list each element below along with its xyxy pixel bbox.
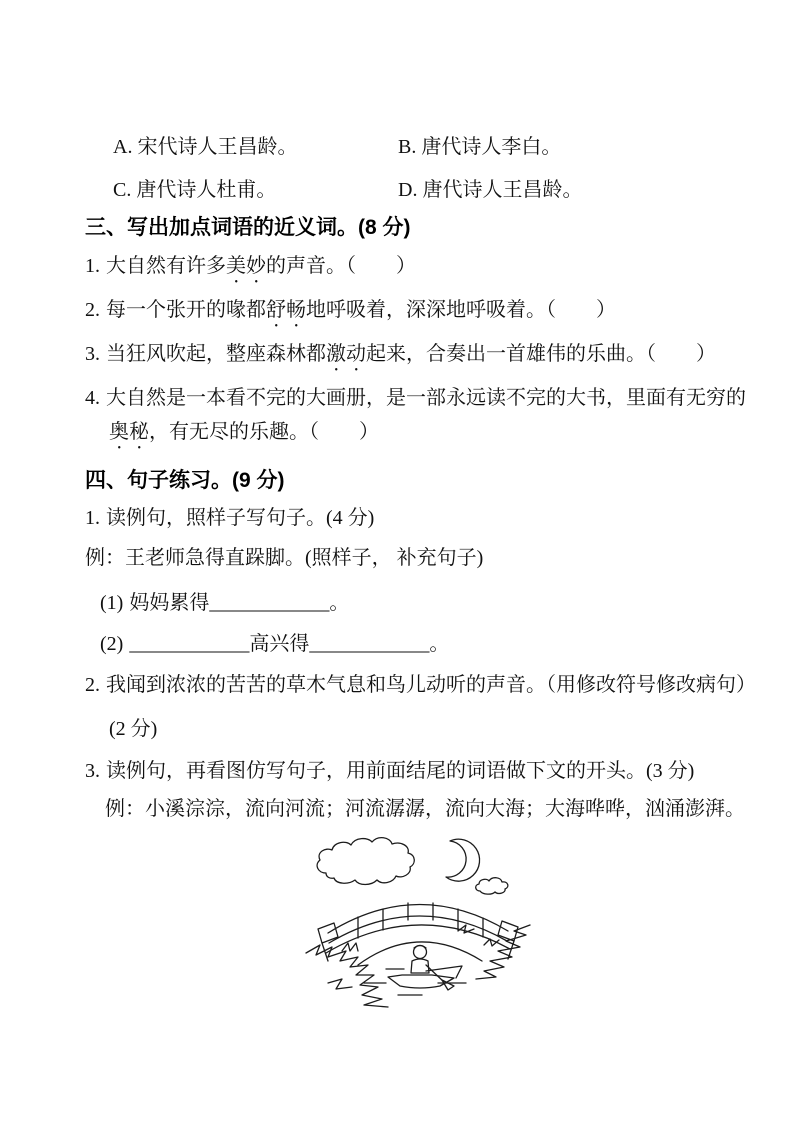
item-number: 1. — [85, 255, 100, 277]
sub-item-label: (1) — [100, 592, 124, 614]
item-text: 每一个张开的喙都 — [106, 299, 266, 321]
item-text: 起来，合奏出一首雄伟的乐曲。 — [366, 343, 646, 365]
option-a: A. 宋代诗人王昌龄。 — [113, 136, 298, 158]
item-text: 当狂风吹起，整座森林都 — [106, 343, 326, 365]
item-number: 3. — [85, 760, 100, 782]
item-text: 高兴得 — [249, 633, 310, 655]
bridge-scene-drawing — [298, 833, 538, 1013]
item-text: 。 — [329, 592, 350, 614]
answer-parentheses: （ ） — [346, 255, 416, 277]
answer-parentheses: （ ） — [309, 421, 379, 443]
option-c: C. 唐代诗人杜甫。 — [113, 179, 277, 201]
answer-parentheses: （ ） — [646, 343, 716, 365]
item-text: 地呼吸着，深深地呼吸着。 — [306, 299, 546, 321]
section3-heading: 三、写出加点词语的近义词。(8 分) — [85, 216, 411, 239]
section4-q1-sub2 — [100, 631, 449, 657]
answer-parentheses: （ ） — [546, 299, 616, 321]
section4-q3-example: 例：小溪淙淙，流向河流；河流潺潺，流向大海；大海哗哗，汹涌澎湃。 — [105, 798, 745, 820]
section4-q2 — [85, 672, 756, 698]
item-text: 读例句，再看图仿写句子，用前面结尾的词语做下文的开头。(3 分) — [106, 760, 695, 782]
right-bushes — [458, 925, 530, 979]
item-text: 妈妈累得 — [129, 592, 210, 614]
item-text-continuation — [109, 415, 777, 454]
arched-bridge — [318, 903, 518, 965]
section3-item-2 — [85, 297, 616, 332]
dotted-word: 美妙 — [226, 255, 266, 277]
section4-q1-example: 例：王老师急得直跺脚。(照样子， 补充句子) — [85, 547, 484, 569]
item-text: 大自然是一本看不完的大画册，是一部永远读不完的大书，里面有无穷的 — [106, 387, 746, 409]
section4-q2-score: (2 分) — [109, 718, 158, 740]
item-number: 1. — [85, 507, 100, 529]
item-number: 3. — [85, 343, 100, 365]
section4-heading: 四、句子练习。(9 分) — [85, 469, 285, 492]
fill-in-blank: ____________ — [209, 592, 330, 614]
item-number: 4. — [85, 387, 100, 409]
section3-item-4 — [85, 381, 777, 454]
section4-q1 — [85, 505, 374, 531]
section3-item-3 — [85, 341, 716, 376]
dotted-word: 激动 — [326, 343, 366, 365]
item-text: 我闻到浓浓的苦苦的草木气息和鸟儿动听的声音。（用修改符号修改病句） — [106, 674, 756, 696]
item-text: 读例句，照样子写句子。(4 分) — [106, 507, 375, 529]
dotted-word: 奥秘 — [109, 421, 149, 443]
item-text: 。 — [429, 633, 450, 655]
item-number: 2. — [85, 674, 100, 696]
small-cloud — [476, 878, 508, 894]
item-text: 大自然有许多 — [106, 255, 226, 277]
item-text: ，有无尽的乐趣。 — [149, 421, 309, 443]
section4-q1-sub1 — [100, 590, 349, 616]
sub-item-label: (2) — [100, 633, 124, 655]
section3-item-1 — [85, 253, 416, 288]
large-cloud — [317, 838, 414, 885]
scene-illustration — [298, 833, 538, 1013]
fill-in-blank: ____________ — [309, 633, 430, 655]
item-text: 的声音。 — [266, 255, 346, 277]
left-bushes — [306, 943, 388, 1007]
dotted-word: 舒畅 — [266, 299, 306, 321]
option-b: B. 唐代诗人李白。 — [398, 136, 562, 158]
crescent-moon — [446, 839, 480, 881]
item-number: 2. — [85, 299, 100, 321]
fill-in-blank: ____________ — [129, 633, 250, 655]
option-d: D. 唐代诗人王昌龄。 — [398, 179, 583, 201]
section4-q3 — [85, 758, 694, 784]
